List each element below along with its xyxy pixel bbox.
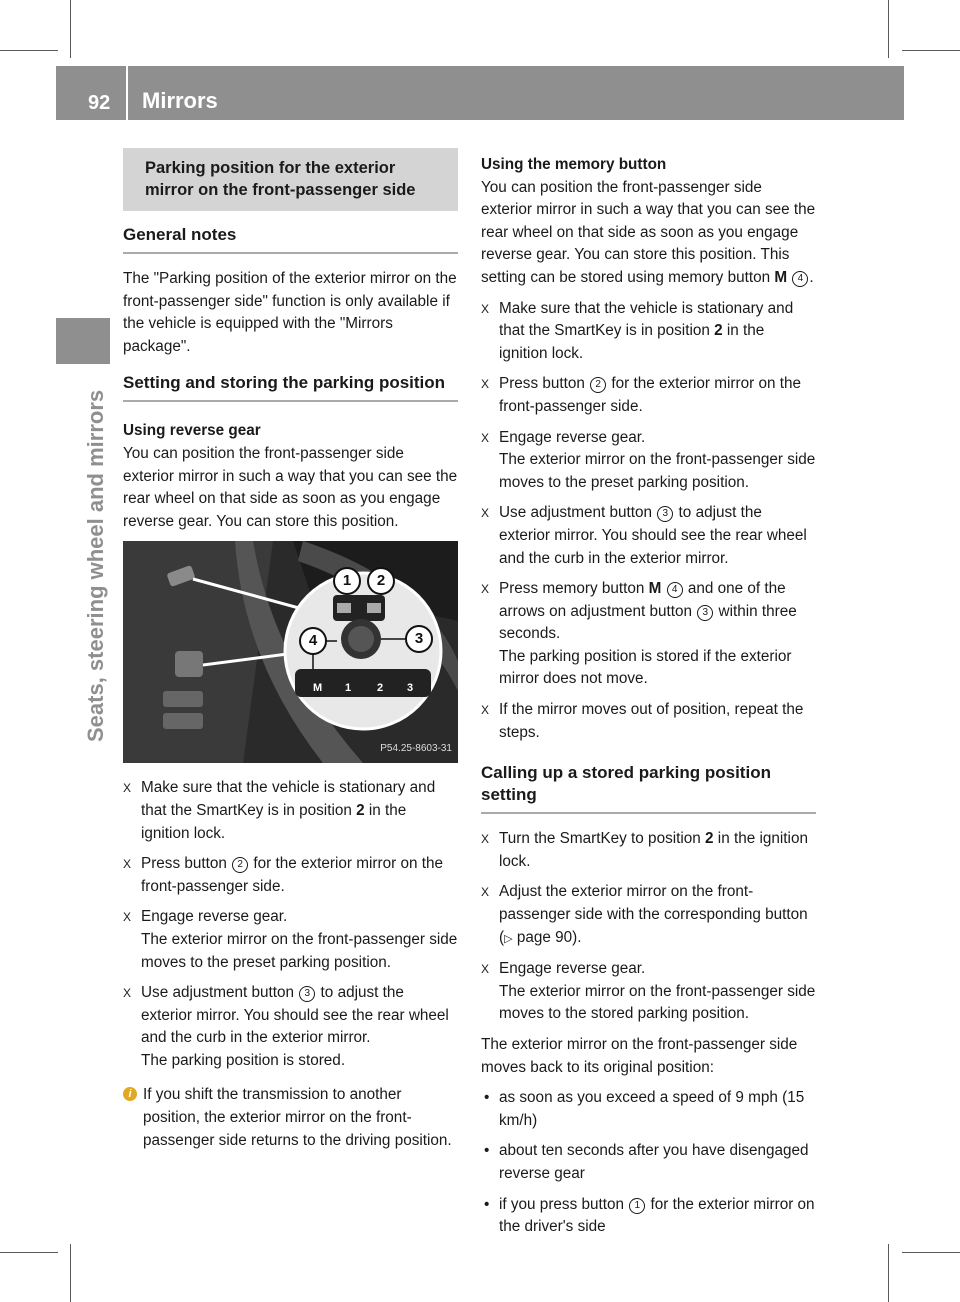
page-reference-arrow-icon: ▷ xyxy=(504,932,513,945)
figure-code: P54.25-8603-31 xyxy=(380,742,452,754)
calling-heading: Calling up a stored parking position setting xyxy=(481,762,816,814)
crop-mark xyxy=(0,50,58,51)
instruction-step: X If the mirror moves out of position, repeat the steps. xyxy=(481,701,804,741)
step-marker: X xyxy=(481,506,490,521)
instruction-step: X Press button 2 for the exterior mirror on the front-passenger side. xyxy=(123,855,443,895)
circled-number: 3 xyxy=(697,605,713,621)
general-notes-text: The "Parking position of the exterior mirror on the front-passenger side" function is only available if the vehicle is equipped with the "Mirrors package". xyxy=(123,270,457,355)
circled-number: 3 xyxy=(299,986,315,1002)
callout-3: 3 xyxy=(405,625,433,653)
section-title: Mirrors xyxy=(142,88,218,113)
info-icon: i xyxy=(123,1087,137,1101)
instruction-step: X Make sure that the vehicle is stationary and that the SmartKey is in position 2 in the ignition lock. xyxy=(481,299,794,362)
instruction-step: X Make sure that the vehicle is stationary and that the SmartKey is in position 2 in the ignition lock. xyxy=(123,779,436,842)
side-tab-label: Seats, steering wheel and mirrors xyxy=(83,389,108,742)
instruction-step: X Engage reverse gear. The exterior mirror on the front-passenger side moves to the stored parking position. xyxy=(481,960,816,1023)
bullet-marker: • xyxy=(484,1089,490,1107)
key-label-3: 3 xyxy=(407,682,414,695)
circled-number: 2 xyxy=(232,857,248,873)
general-notes-heading: General notes xyxy=(123,224,458,254)
instruction-step: X Turn the SmartKey to position 2 in the ignition lock. xyxy=(481,830,808,870)
crop-mark xyxy=(902,50,960,51)
title-box: Parking position for the exterior mirror on the front-passenger side xyxy=(123,148,458,211)
mirror-control-figure xyxy=(123,541,458,763)
callout-2: 2 xyxy=(367,567,395,595)
reverse-gear-heading: Using reverse gear xyxy=(123,422,261,440)
crop-mark xyxy=(70,0,71,58)
instruction-step: X Engage reverse gear. The exterior mirror on the front-passenger side moves to the preset parking position. xyxy=(481,428,816,491)
step-marker: X xyxy=(481,832,490,847)
setting-heading: Setting and storing the parking position xyxy=(123,372,458,402)
memory-text: You can position the front-passenger side exterior mirror in such a way that you can see the rear wheel on that side as soon as you engage reverse gear. You can store this position. This setting can be stored using memory button M 4 . xyxy=(481,178,816,286)
step-marker: X xyxy=(481,885,490,900)
step-marker: X xyxy=(481,962,490,977)
side-tab xyxy=(56,318,110,364)
step-marker: X xyxy=(123,986,132,1001)
step-marker: X xyxy=(481,582,490,597)
step-marker: X xyxy=(481,703,490,718)
crop-mark xyxy=(0,1252,58,1253)
step-marker: X xyxy=(481,377,490,392)
callout-1: 1 xyxy=(333,567,361,595)
step-marker: X xyxy=(123,781,132,796)
instruction-step: X Use adjustment button 3 to adjust the exterior mirror. You should see the rear wheel and the curb in the exterior mirror. xyxy=(481,504,807,567)
crop-mark xyxy=(888,0,889,58)
circled-number: 4 xyxy=(667,582,683,598)
bullet-item: • about ten seconds after you have disengaged reverse gear xyxy=(484,1142,809,1182)
bullet-item: • if you press button 1 for the exterior mirror on the driver's side xyxy=(484,1195,815,1236)
key-label-2: 2 xyxy=(377,682,384,695)
circled-number: 1 xyxy=(629,1198,645,1214)
crop-mark xyxy=(70,1244,71,1302)
key-label-1: 1 xyxy=(345,682,352,695)
return-text: The exterior mirror on the front-passenger side moves back to its original position: xyxy=(481,1036,798,1076)
bullet-item: • as soon as you exceed a speed of 9 mph (15 km/h) xyxy=(484,1089,805,1129)
instruction-step: X Press button 2 for the exterior mirror on the front-passenger side. xyxy=(481,375,801,415)
crop-mark xyxy=(888,1244,889,1302)
page-number: 92 xyxy=(88,92,111,114)
instruction-step: X Engage reverse gear. The exterior mirror on the front-passenger side moves to the preset parking position. xyxy=(123,908,458,971)
left-column xyxy=(123,148,458,1152)
crop-mark xyxy=(902,1252,960,1253)
circled-number: 2 xyxy=(590,377,606,393)
callout-4: 4 xyxy=(299,627,327,655)
door-panel-illustration xyxy=(123,541,458,763)
header-divider xyxy=(126,58,128,122)
circled-number: 4 xyxy=(792,271,808,287)
step-marker: X xyxy=(481,430,490,445)
instruction-step: X Adjust the exterior mirror on the front-passenger side with the corresponding button (▷ page 90). xyxy=(481,883,808,946)
reverse-gear-text: You can position the front-passenger side exterior mirror in such a way that you can see the rear wheel on that side as soon as you engage reverse gear. You can store this position. xyxy=(123,444,458,530)
right-column xyxy=(481,154,816,1247)
instruction-step: X Use adjustment button 3 to adjust the exterior mirror. You should see the rear wheel and the curb in the exterior mirror. The parking position is stored. xyxy=(123,984,449,1069)
step-marker: X xyxy=(123,857,132,872)
bullet-marker: • xyxy=(484,1195,490,1213)
step-marker: X xyxy=(123,910,132,925)
step-marker: X xyxy=(481,301,490,316)
memory-heading: Using the memory button xyxy=(481,156,667,173)
instruction-step: X Press memory button M 4 and one of the arrows on adjustment button 3 within three seconds. The parking position is stored if the exterior mirror does not move. xyxy=(481,580,797,688)
circled-number: 3 xyxy=(657,506,673,522)
key-label-m: M xyxy=(313,682,323,695)
info-note: i If you shift the transmission to another position, the exterior mirror on the front-passenger side returns to the driving position. xyxy=(123,1084,458,1152)
bullet-marker: • xyxy=(484,1142,490,1160)
